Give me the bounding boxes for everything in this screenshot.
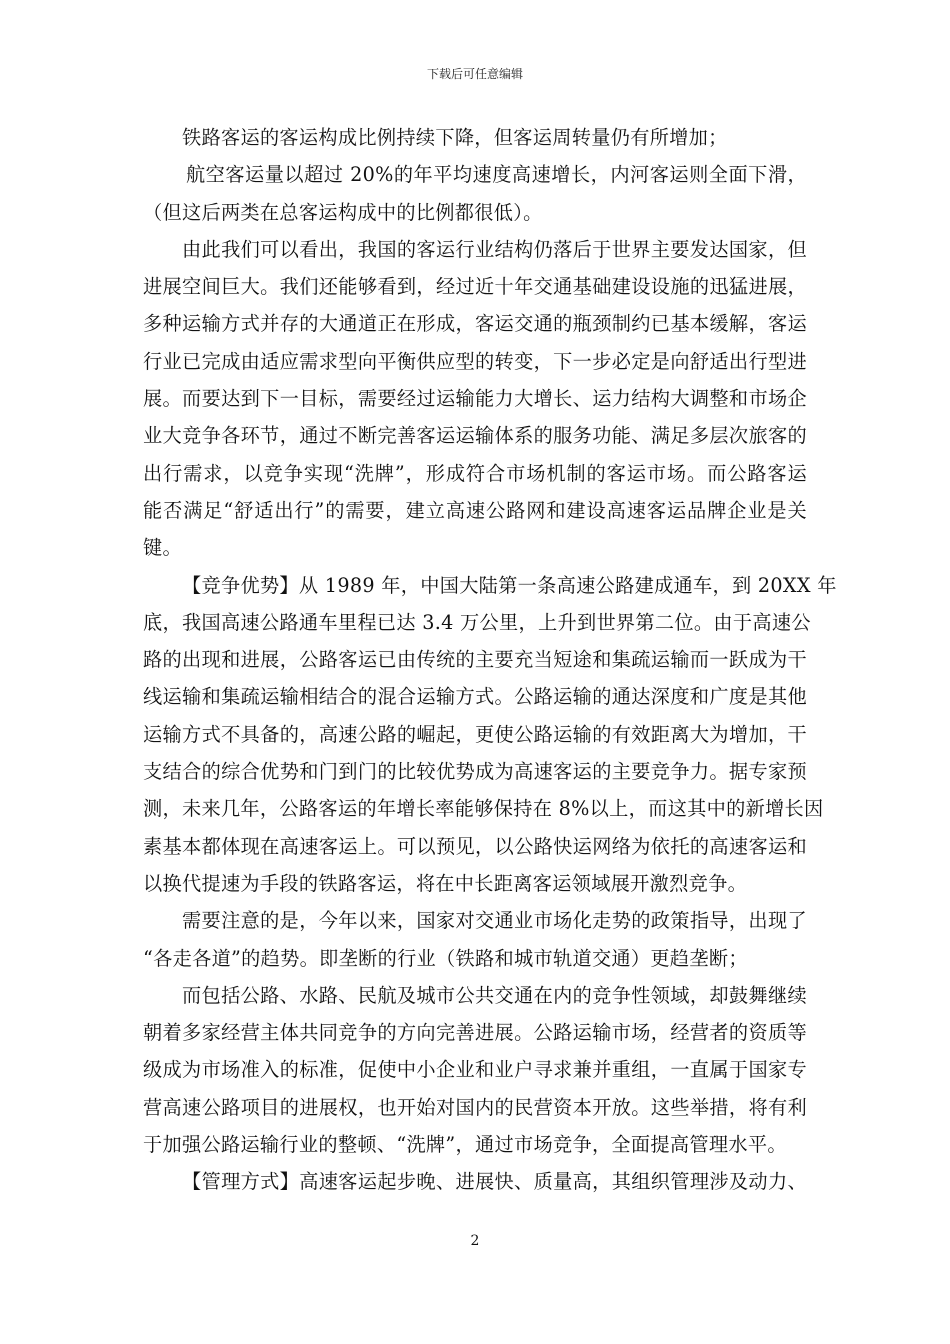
text-line: 【竞争优势】从 1989 年，中国大陆第一条高速公路建成通车，到 20XX 年 (182, 573, 837, 597)
text-line: 多种运输方式并存的大通道正在形成，客运交通的瓶颈制约已基本缓解，客运 (143, 312, 807, 336)
text-line: 营高速公路项目的进展权，也开始对国内的民营资本开放。这些举措，将有利 (143, 1095, 807, 1119)
text-line: 业大竞争各环节，通过不断完善客运运输体系的服务功能、满足多层次旅客的 (143, 424, 807, 448)
text-line: 于加强公路运输行业的整顿、“洗牌”，通过市场竞争，全面提高管理水平。 (143, 1133, 787, 1157)
text-line: 运输方式不具备的，高速公路的崛起，更使公路运输的有效距离大为增加，干 (143, 722, 807, 746)
text-line: 【管理方式】高速客运起步晚、进展快、质量高，其组织管理涉及动力、 (182, 1170, 807, 1194)
text-line: 航空客运量以超过 20%的年平均速度高速增长，内河客运则全面下滑， (186, 163, 807, 187)
text-line: 出行需求，以竞争实现“洗牌”，形成符合市场机制的客运市场。而公路客运 (143, 461, 807, 485)
text-line: 测，未来几年，公路客运的年增长率能够保持在 8%以上，而这其中的新增长因 (143, 797, 824, 821)
text-line: 级成为市场准入的标准，促使中小企业和业户寻求兼并重组，一直属于国家专 (143, 1058, 807, 1082)
text-line: 由此我们可以看出，我国的客运行业结构仍落后于世界主要发达国家，但 (182, 237, 807, 261)
text-line: 以换代提速为手段的铁路客运，将在中长距离客运领域展开激烈竞争。 (143, 871, 748, 895)
body-text (143, 119, 837, 1201)
text-line: “各走各道”的趋势。即垄断的行业（铁路和城市轨道交通）更趋垄断； (143, 946, 748, 970)
text-line: 素基本都体现在高速客运上。可以预见，以公路快运网络为依托的高速客运和 (143, 834, 807, 858)
text-line: （但这后两类在总客运构成中的比例都很低）。 (143, 200, 543, 224)
text-line: 线运输和集疏运输相结合的混合运输方式。公路运输的通达深度和广度是其他 (143, 685, 807, 709)
text-line: 行业已完成由适应需求型向平衡供应型的转变，下一步必定是向舒适出行型进 (143, 349, 807, 373)
text-line: 展。而要达到下一目标，需要经过运输能力大增长、运力结构大调整和市场企 (143, 387, 807, 411)
text-line: 而包括公路、水路、民航及城市公共交通在内的竞争性领域，却鼓舞继续 (182, 983, 807, 1007)
text-line: 键。 (143, 536, 182, 560)
text-line: 铁路客运的客运构成比例持续下降，但客运周转量仍有所增加； (182, 126, 728, 149)
page-number: 2 (470, 1233, 480, 1249)
text-line: 支结合的综合优势和门到门的比较优势成为高速客运的主要竞争力。据专家预 (143, 760, 807, 784)
text-line: 朝着多家经营主体共同竞争的方向完善进展。公路运输市场，经营者的资质等 (143, 1021, 807, 1045)
text-line: 需要注意的是，今年以来，国家对交通业市场化走势的政策指导，出现了 (182, 909, 807, 933)
text-line: 能否满足“舒适出行”的需要，建立高速公路网和建设高速客运品牌企业是关 (143, 498, 807, 522)
text-line: 进展空间巨大。我们还能够看到，经过近十年交通基础建设设施的迅猛进展， (143, 275, 807, 299)
text-line: 底，我国高速公路通车里程已达 3.4 万公里，上升到世界第二位。由于高速公 (143, 610, 811, 634)
text-line: 路的出现和进展，公路客运已由传统的主要充当短途和集疏运输而一跃成为干 (143, 648, 807, 672)
page-header: 下载后可任意编辑 (426, 67, 523, 81)
